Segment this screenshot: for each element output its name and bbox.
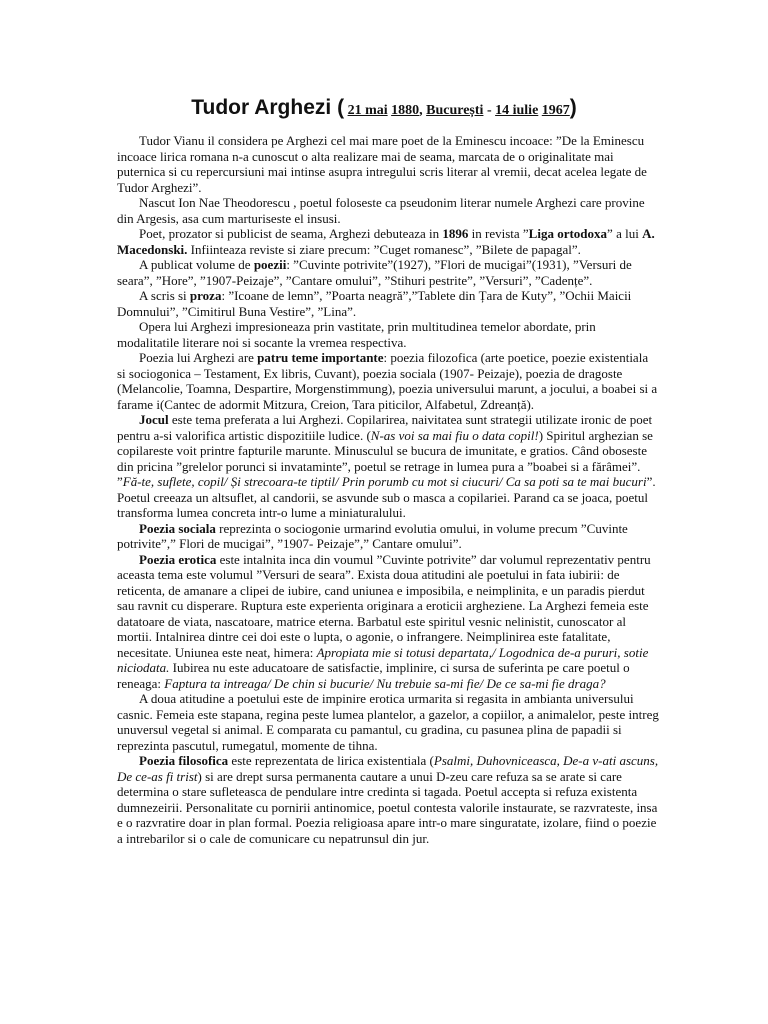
paragraph-prose — [117, 288, 659, 319]
paragraph-text: : ”Icoane de lemn”, ”Poarta neagră”,”Tablete din Țara de Kuty”, ”Ochii Maicii Domnului”, ”Cimitirul Buna Vestire”, ”Lina”. — [117, 288, 632, 319]
paragraph-text: reprezinta o sociogonie urmarind evolutia omului, in volume precum ”Cuvinte potrivite”,” Flori de mucigai”, ”1907- Peizaje”,” Cantare omului”. — [117, 520, 628, 551]
paragraph-text: : poezia filozofica (arte poetice, poezie existentiala si sociogonica – Testament, Ex libris, Cuvant), poezia sociala (1907- Peizaje), poezia de dragoste (Melancolie, Toamna, Despartire, Morgenstimmung), poezia universului marunt, a jocului, a boabei si a farame i(Cantec de adormit Mitzura, Creion, Tara piticilor, Alfabetul, Zdreanță). — [117, 350, 658, 412]
italic-text: Faptura ta intreaga/ De chin si bucurie/ Nu trebuie sa-mi fie/ De ce sa-mi fie draga? — [164, 675, 606, 691]
paragraph-text: ) si are drept sursa permanenta cautare a unui D-zeu care refuza sa se arate si care determina o stare sufleteasca de pendulare intre credinta si tagada. Poetul accepta si refuza existenta dumnezeirii. Personalitate cu pornirii antinomice, poetul contesta valorile instaurate, se razvrateste, insa e o razvratire doar in plan formal. Poezia religioasa apare intr-o mare singuratate, izolare, fiind o poezie a intrebarilor si o cale de comunicare cu nepatrunsul din jur. — [117, 768, 658, 846]
title-name: Tudor Arghezi — [191, 96, 332, 119]
death-year-link[interactable]: 1967 — [541, 103, 570, 118]
bold-text: 1896 — [442, 226, 469, 241]
page-title: Tudor Arghezi ( 21 mai 1880, București - 14 iulie 1967) — [191, 96, 577, 119]
paragraph-text: Infiinteaza reviste si ziare precum: ”Cuget romanesc”, ”Bilete de papagal”. — [187, 241, 581, 257]
paragraph-text: este intalnita inca din voumul ”Cuvinte potrivite” dar volumul reprezentativ pentru aceasta tema este volumul ”Versuri de seara”. Exista doua atitudini ale poetului in fata iubirii: de reticenta, de amanare a clipei de iubire, cand uniunea e imposibila, e neimplinita, e un paradis pierdut sau ravnit cu disperare. Ruptura este experienta originara a eroticii argheziene. La Arghezi femeia este datatoare de viata, nascatoare, matrice eterna. Barbatul este spiritul vesnic nelinistit, cunoscator al mortii. Intalnirea dintre cei doi este o lupta, o agonie, o infrangere. Neimplinirea este fatalitate, necesitate. Uniunea este neat, himera: — [117, 551, 651, 660]
birth-day-link[interactable]: 21 mai — [347, 103, 388, 118]
paragraph-opera — [117, 319, 659, 350]
birth-place-link[interactable]: București — [426, 103, 484, 118]
paragraph-text: Tudor Vianu il considera pe Arghezi cel mai mare poet de la Eminescu incoace: ”De la Eminescu incoace lirica romana n-a cunoscut o alta realizare mai de seama, marcata de o originalitate mai puternica si cu repercursiuni mai intinse asupra intregului scris literar al vremii, decat acelea legate de Tudor Arghezi”. — [117, 133, 647, 195]
paragraph-text: Nascut Ion Nae Theodorescu , poetul foloseste ca pseudonim literar numele Arghezi care provine din Argesis, asa cum marturiseste el insusi. — [117, 195, 645, 226]
paragraph-text: Opera lui Arghezi impresioneaza prin vastitate, prin multitudinea temelor abordate, prin modalitatile literare noi si socante la vremea respectiva. — [117, 319, 596, 350]
paragraph-debut — [117, 226, 659, 257]
paragraph-social — [117, 521, 659, 552]
birth-year-link[interactable]: 1880 — [391, 103, 420, 118]
paragraph-poetry-volumes — [117, 257, 659, 288]
paragraph-text: A scris si — [139, 288, 190, 303]
bold-text: A. Macedonski. — [117, 226, 655, 257]
paragraph-text: este tema preferata a lui Arghezi. Copilarirea, naivitatea sunt strategii utilizate ironic de poet pentru a-si valorifica artistic dispozitiile ludice. ( — [117, 412, 653, 443]
paragraph-vianu — [117, 133, 659, 195]
document-body — [117, 133, 659, 846]
paragraph-philosophical — [117, 753, 659, 846]
paragraph-text: ” a lui — [607, 226, 643, 241]
italic-text: N-as voi sa mai fiu o data copil! — [370, 427, 539, 443]
paragraph-text: Iubirea nu este aducatoare de satisfactie, implinire, ci sursa de suferinta pe care poetul o reneaga: — [117, 660, 630, 691]
paragraph-erotic — [117, 552, 659, 692]
paragraph-jocul — [117, 412, 659, 521]
title-open-paren: ( — [337, 96, 345, 119]
paragraph-text: : ”Cuvinte potrivite”(1927), ”Flori de mucigai”(1931), ”Versuri de seara”, ”Hore”, ”1907-Peizaje”, ”Cantare omului”, ”Stihuri pestrite”, ”Versuri”, ”Cadențe”. — [117, 257, 632, 288]
paragraph-text: ”. Poetul creeaza un altsuflet, al candorii, se asvunde sub o masca a copilariei. Parand ca se joaca, poetul transforma lumea concreta intr-o lume a miniaturalului. — [117, 474, 656, 520]
italic-text: Apropiata mie si totusi departata,/ Logodnica de-a pururi, sotie niciodata. — [117, 644, 649, 675]
paragraph-text: A publicat volume de — [139, 257, 254, 272]
paragraph-text: A doua atitudine a poetului este de impinire erotica urmarita si regasita in ambianta universului casnic. Femeia este stapana, regina peste lumea plantelor, a gazelor, a copiilor, a animalelor, peste intreg unuversul vegetal si animal. E comparata cu pamantul, cu gradina, cu pasunea plina de papadii si reprezinta pascutul, rumegatul, momente de tihna. — [117, 691, 659, 753]
death-day-link[interactable]: 14 iulie — [495, 103, 539, 118]
paragraph-text: este reprezentata de lirica existentiala ( — [228, 753, 434, 768]
paragraph-second-attitude — [117, 691, 659, 753]
title-dash: - — [486, 103, 492, 118]
paragraph-birth — [117, 195, 659, 226]
paragraph-text: Poet, prozator si publicist de seama, Arghezi debuteaza in — [139, 226, 443, 241]
bold-text: proza — [189, 288, 222, 303]
paragraph-text: ) Spiritul arghezian se copilareste voit printre fapturile marunte. Minusculul se bucura de imunitate, e gratios. Când oboseste din pricina ”grelelor porunci si invataminte”, poetul se retrage in lumea pura a ”boabei si a fărâmei”. ” — [117, 427, 653, 489]
bold-text: Poezia filosofica — [139, 753, 229, 768]
bold-text: Poezia erotica — [139, 551, 217, 567]
title-close-paren: ) — [569, 96, 577, 119]
bold-text: poezii — [253, 257, 287, 272]
bold-text: Liga ortodoxa — [528, 226, 608, 241]
paragraph-text: Poezia lui Arghezi are — [139, 350, 258, 365]
bold-text: Poezia sociala — [139, 520, 216, 536]
italic-text: Fă-te, suflete, copil/ Și strecoara-te tiptil/ Prin porumb cu mot si ciucuri/ Ca sa poti sa te mai bucuri — [122, 474, 647, 489]
paragraph-themes — [117, 350, 659, 412]
paragraph-text: in revista ” — [468, 226, 529, 241]
bold-text: patru teme importante — [257, 350, 384, 365]
bold-text: Jocul — [139, 412, 169, 427]
italic-text: Psalmi, Duhovniceasca, De-a v-ati ascuns, De ce-as fi trist — [117, 753, 659, 784]
